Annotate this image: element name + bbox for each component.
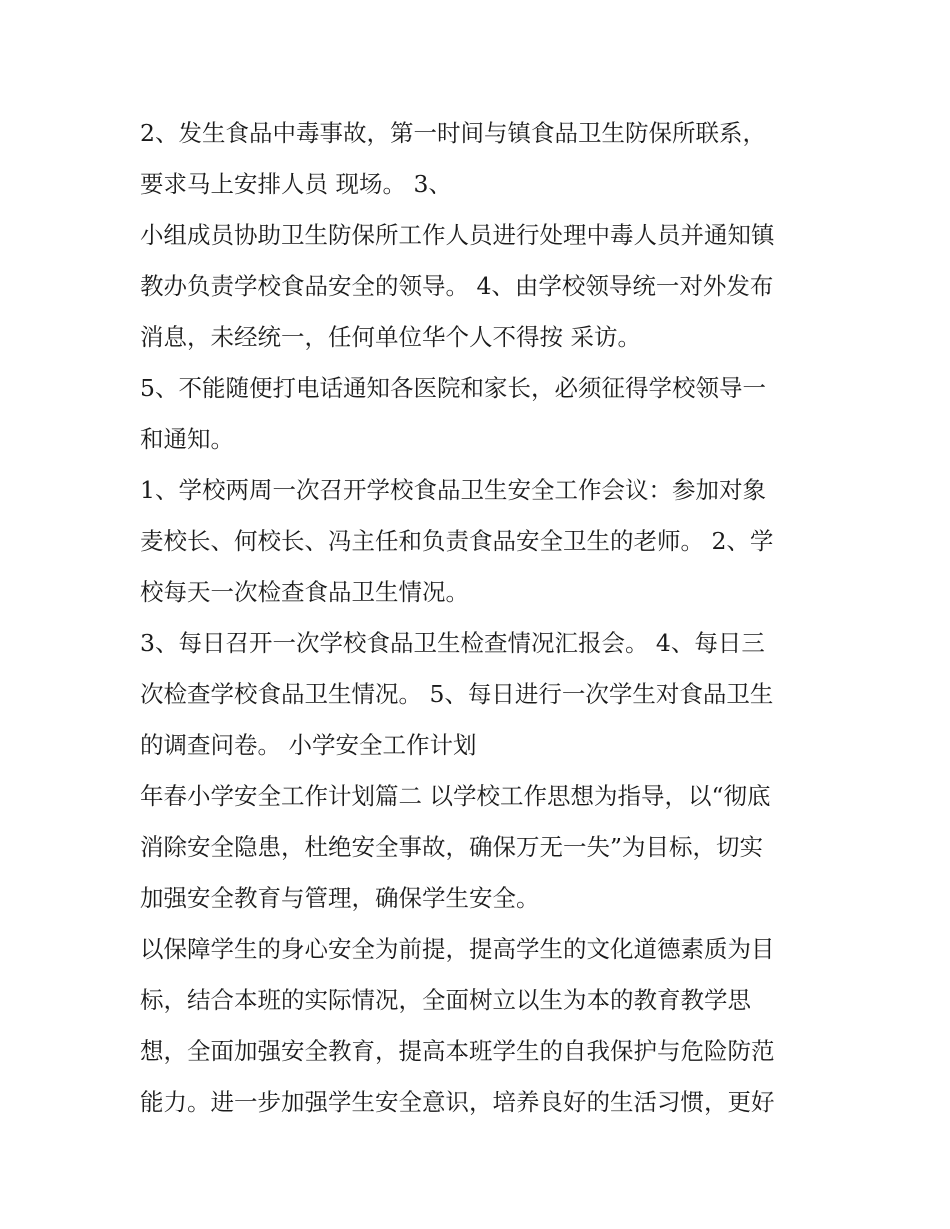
text-line: 和通知。 bbox=[140, 425, 234, 453]
text-line: 要求马上安排人员 现场。 3、 bbox=[140, 170, 452, 198]
text-line: 加强安全教育与管理，确保学生安全。 bbox=[140, 884, 540, 912]
text-line: 2、发生食品中毒事故，第一时间与镇食品卫生防保所联系， bbox=[140, 119, 766, 147]
text-line: 消除安全隐患，杜绝安全事故，确保万无一失”为目标，切实 bbox=[140, 833, 764, 861]
text-line: 1、学校两周一次召开学校食品卫生安全工作会议：参加对象 bbox=[140, 476, 766, 504]
text-line: 想，全面加强安全教育，提高本班学生的自我保护与危险防范 bbox=[140, 1037, 775, 1065]
text-line: 次检查学校食品卫生情况。 5、每日进行一次学生对食品卫生 bbox=[140, 680, 774, 708]
text-line: 能力。进一步加强学生安全意识，培养良好的生活习惯，更好 bbox=[140, 1088, 775, 1116]
document-body bbox=[140, 108, 820, 1128]
text-line: 消息，未经统一，任何单位华个人不得按 采访。 bbox=[140, 323, 641, 351]
text-line: 3、每日召开一次学校食品卫生检查情况汇报会。 4、每日三 bbox=[140, 629, 765, 657]
text-line: 年春小学安全工作计划篇二 以学校工作思想为指导，以“彻底 bbox=[140, 782, 771, 810]
text-line: 麦校长、何校长、冯主任和负责食品安全卫生的老师。 2、学 bbox=[140, 527, 774, 555]
text-line: 小组成员协助卫生防保所工作人员进行处理中毒人员并通知镇 bbox=[140, 221, 775, 249]
text-line: 的调查问卷。 小学安全工作计划 bbox=[140, 731, 477, 759]
text-line: 教办负责学校食品安全的领导。 4、由学校领导统一对外发布 bbox=[140, 272, 774, 300]
text-line: 5、不能随便打电话通知各医院和家长，必须征得学校领导一 bbox=[140, 374, 766, 402]
text-line: 标，结合本班的实际情况，全面树立以生为本的教育教学思 bbox=[140, 986, 751, 1014]
text-line: 以保障学生的身心安全为前提，提高学生的文化道德素质为目 bbox=[140, 935, 775, 963]
text-line: 校每天一次检查食品卫生情况。 bbox=[140, 578, 469, 606]
